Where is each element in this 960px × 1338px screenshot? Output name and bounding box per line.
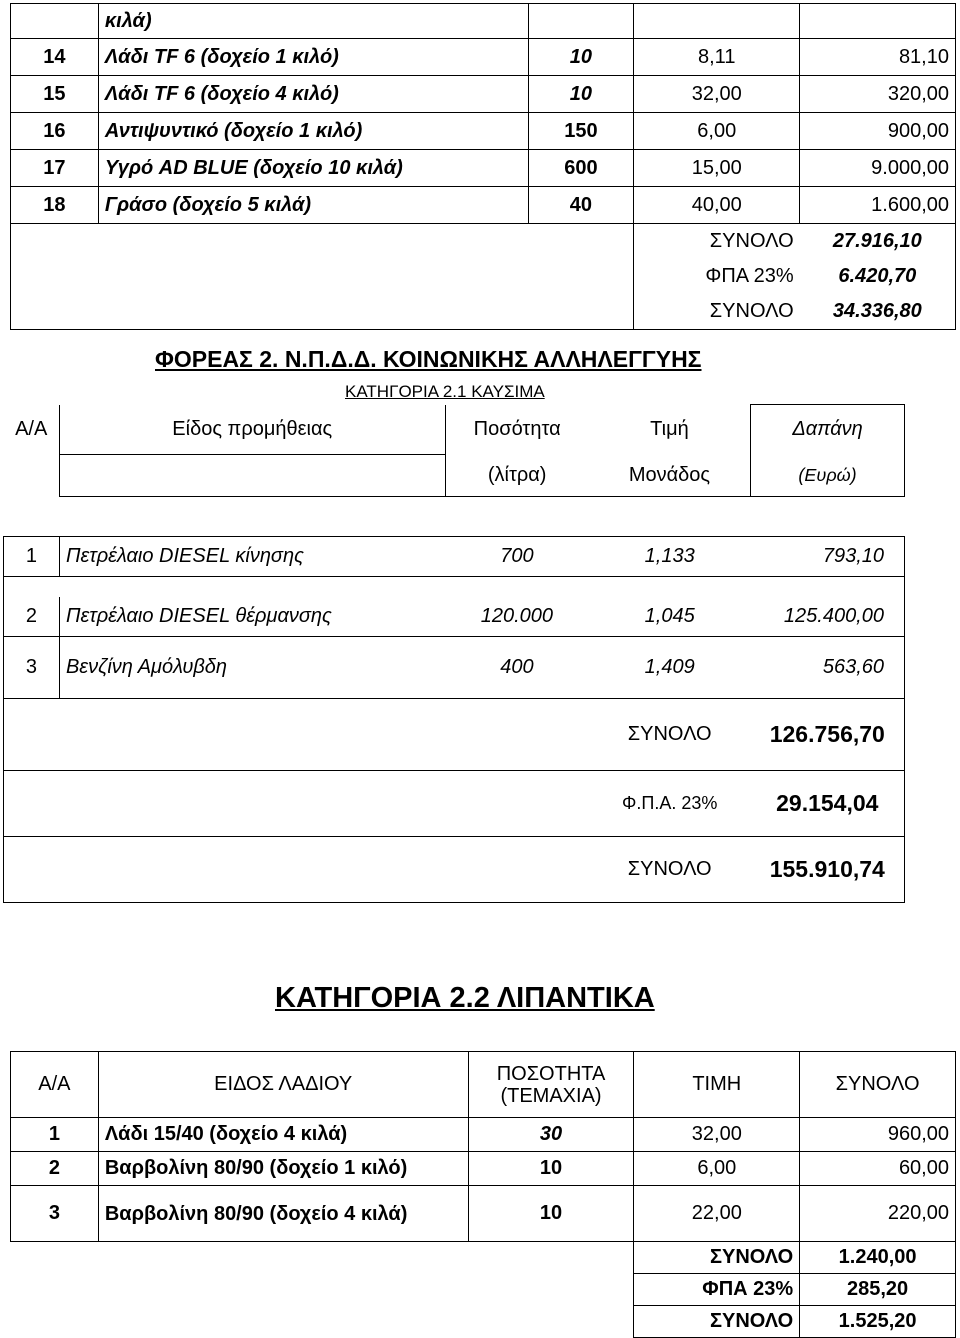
col-header-cost: Δαπάνη <box>751 405 905 455</box>
summary-row <box>11 1306 956 1338</box>
item-cell: κιλά) <box>98 4 528 39</box>
total-cell: 60,00 <box>800 1152 956 1186</box>
col-header-total: ΣΥΝΟΛΟ <box>800 1052 956 1118</box>
price-cell: 1,045 <box>589 597 751 637</box>
price-cell: 8,11 <box>634 39 800 76</box>
price-cell: 40,00 <box>634 187 800 224</box>
qty-cell: 10 <box>468 1186 634 1242</box>
price-cell: 1,133 <box>589 537 751 577</box>
lubricants-table <box>10 1051 956 1338</box>
price-cell: 32,00 <box>634 1118 800 1152</box>
category-fuel-title: ΚΑΤΗΓΟΡΙΑ 2.1 ΚΑΥΣΙΜΑ <box>345 382 545 401</box>
agency-title: ΦΟΡΕΑΣ 2. Ν.Π.Δ.Δ. ΚΟΙΝΩΝΙΚΗΣ ΑΛΛΗΛΕΓΓΥΗΣ <box>155 346 702 372</box>
price-cell: 1,409 <box>589 637 751 699</box>
grand-total-value: 1.525,20 <box>800 1306 956 1338</box>
item-cell: Λάδι TF 6 (δοχείο 1 κιλό) <box>98 39 528 76</box>
row-number: 3 <box>4 637 60 699</box>
qty-cell: 700 <box>445 537 589 577</box>
row-number: 17 <box>11 150 99 187</box>
item-cell: Αντιψυντικό (δοχείο 1 κιλό) <box>98 113 528 150</box>
item-cell: Γράσο (δοχείο 5 κιλά) <box>98 187 528 224</box>
subtotal-label: ΣΥΝΟΛΟ <box>634 1242 800 1274</box>
item-cell: Πετρέλαιο DIESEL θέρμανσης <box>59 597 445 637</box>
row-number: 2 <box>4 597 60 637</box>
col-header-item: ΕΙΔΟΣ ΛΑΔΙΟΥ <box>98 1052 468 1118</box>
summary-row <box>4 771 905 837</box>
qty-cell: 150 <box>528 113 634 150</box>
category-lubricants-title: ΚΑΤΗΓΟΡΙΑ 2.2 ΛΙΠΑΝΤΙΚΑ <box>275 982 655 1014</box>
price-cell: 22,00 <box>634 1186 800 1242</box>
item-cell: Βαρβολίνη 80/90 (δοχείο 1 κιλό) <box>98 1152 468 1186</box>
row-number: 14 <box>11 39 99 76</box>
col-header-qty: Ποσότητα <box>473 418 561 440</box>
row-number: 1 <box>4 537 60 577</box>
total-cell: 220,00 <box>800 1186 956 1242</box>
row-number: 18 <box>11 187 99 224</box>
price-cell: 32,00 <box>634 76 800 113</box>
total-cell: 793,10 <box>751 537 905 577</box>
total-cell: 960,00 <box>800 1118 956 1152</box>
total-cell: 125.400,00 <box>751 597 905 637</box>
grand-total-value: 34.336,80 <box>800 294 956 330</box>
table-row <box>11 1152 956 1186</box>
total-cell: 563,60 <box>751 637 905 699</box>
table-row <box>4 637 905 699</box>
qty-cell: 10 <box>468 1152 634 1186</box>
grand-total-label: ΣΥΝΟΛΟ <box>634 1306 800 1338</box>
total-cell: 900,00 <box>800 113 956 150</box>
lubricants-table-continued <box>10 3 956 330</box>
price-cell: 6,00 <box>634 113 800 150</box>
row-number: 3 <box>11 1186 99 1242</box>
table-row <box>11 4 956 39</box>
qty-cell: 10 <box>528 39 634 76</box>
table-row <box>11 39 956 76</box>
col-header-item: Είδος προμήθειας <box>59 405 445 455</box>
summary-row <box>4 699 905 771</box>
item-cell: Υγρό AD BLUE (δοχείο 10 κιλά) <box>98 150 528 187</box>
table-row <box>11 187 956 224</box>
qty-cell: 600 <box>528 150 634 187</box>
col-header-price: Τιμή <box>650 418 689 440</box>
item-cell: Πετρέλαιο DIESEL κίνησης <box>59 537 445 577</box>
qty-cell: 10 <box>528 76 634 113</box>
header-row <box>4 455 905 497</box>
grand-total-label: ΣΥΝΟΛΟ <box>589 837 751 903</box>
qty-cell: 30 <box>468 1118 634 1152</box>
vat-label: ΦΠΑ 23% <box>634 1274 800 1306</box>
subtotal-value: 27.916,10 <box>800 224 956 259</box>
item-cell: Λάδι TF 6 (δοχείο 4 κιλό) <box>98 76 528 113</box>
vat-label: ΦΠΑ 23% <box>705 264 794 287</box>
header-row <box>11 1052 956 1118</box>
table-row <box>11 1118 956 1152</box>
qty-cell: 40 <box>528 187 634 224</box>
item-cell: Βαρβολίνη 80/90 (δοχείο 4 κιλά) <box>98 1186 468 1242</box>
grand-total-label: ΣΥΝΟΛΟ <box>634 294 800 330</box>
table-row <box>11 113 956 150</box>
summary-row <box>4 837 905 903</box>
table-row <box>11 150 956 187</box>
total-cell: 9.000,00 <box>800 150 956 187</box>
vat-value: 29.154,04 <box>751 771 905 837</box>
total-cell: 320,00 <box>800 76 956 113</box>
col-header-qty-unit: (λίτρα) <box>445 455 589 497</box>
vat-value: 6.420,70 <box>800 259 956 294</box>
total-cell: 81,10 <box>800 39 956 76</box>
col-header-cost-unit: (Ευρώ) <box>751 455 905 497</box>
col-header-price-unit: Μονάδος <box>589 455 751 497</box>
summary-row <box>11 224 956 259</box>
subtotal-label: ΣΥΝΟΛΟ <box>589 699 751 771</box>
subtotal-value: 1.240,00 <box>800 1242 956 1274</box>
total-cell: 1.600,00 <box>800 187 956 224</box>
price-cell: 6,00 <box>634 1152 800 1186</box>
summary-row <box>11 1274 956 1306</box>
price-cell: 15,00 <box>634 150 800 187</box>
row-number: 16 <box>11 113 99 150</box>
table-row <box>11 1186 956 1242</box>
item-cell: Λάδι 15/40 (δοχείο 4 κιλά) <box>98 1118 468 1152</box>
vat-label: Φ.Π.Α. 23% <box>589 771 751 837</box>
fuel-table <box>3 404 905 903</box>
col-header-qty: ΠΟΣΟΤΗΤΑ (ΤΕΜΑΧΙΑ) <box>468 1052 634 1118</box>
subtotal-label: ΣΥΝΟΛΟ <box>634 224 800 259</box>
item-cell: Βενζίνη Αμόλυβδη <box>59 637 445 699</box>
subtotal-value: 126.756,70 <box>751 699 905 771</box>
col-header-aa: Α/Α <box>11 1052 99 1118</box>
table-row <box>4 597 905 637</box>
header-row <box>4 405 905 455</box>
qty-cell: 120.000 <box>445 597 589 637</box>
row-number: 1 <box>11 1118 99 1152</box>
table-row <box>4 537 905 577</box>
grand-total-value: 155.910,74 <box>751 837 905 903</box>
vat-value: 285,20 <box>800 1274 956 1306</box>
col-header-aa: Α/Α <box>15 418 48 440</box>
col-header-price: ΤΙΜΗ <box>634 1052 800 1118</box>
qty-cell: 400 <box>445 637 589 699</box>
row-number: 2 <box>11 1152 99 1186</box>
summary-row <box>11 1242 956 1274</box>
table-row <box>11 76 956 113</box>
row-number: 15 <box>11 76 99 113</box>
